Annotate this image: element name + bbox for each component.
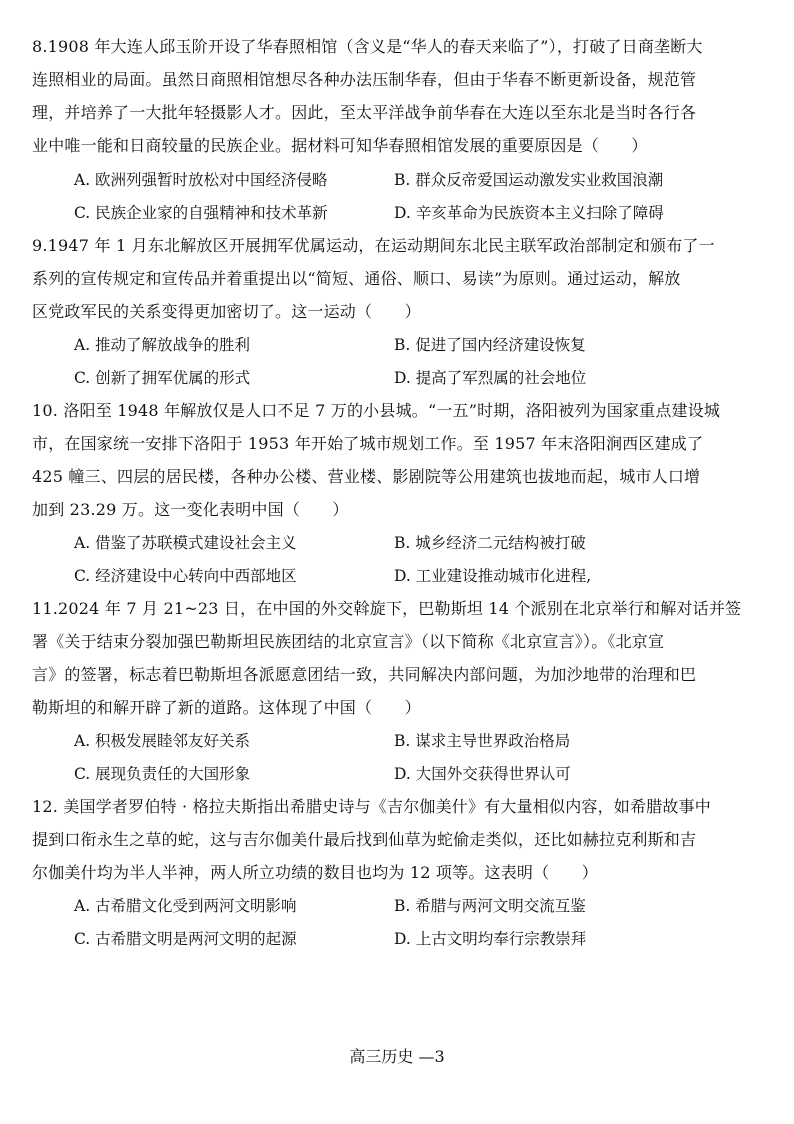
question-12-stem-line-3: 尔伽美什均为半人半神，两人所立功绩的数目也均为 12 项等。这表明（ ） bbox=[32, 863, 598, 882]
question-8-stem-line-1: 8.1908 年大连人邱玉阶开设了华春照相馆（含义是“华人的春天来临了”），打破了日商垄断大 bbox=[32, 37, 703, 56]
question-9-option-c: C. 创新了拥军优属的形式 bbox=[74, 369, 251, 387]
page-footer: 高三历史 —3 bbox=[349, 1047, 445, 1066]
question-8-option-a: A. 欧洲列强暂时放松对中国经济侵略 bbox=[74, 171, 328, 189]
question-9-option-b: B. 促进了国内经济建设恢复 bbox=[394, 336, 586, 354]
question-11-stem-line-1: 11.2024 年 7 月 21~23 日，在中国的外交斡旋下，巴勒斯坦 14 个派别在北京举行和解对话并签 bbox=[32, 599, 742, 618]
question-11-stem-line-3: 言》的签署，标志着巴勒斯坦各派愿意团结一致，共同解决内部问题，为加沙地带的治理和巴 bbox=[32, 665, 697, 684]
question-10-stem-line-1: 10. 洛阳至 1948 年解放仅是人口不足 7 万的小县城。“一五”时期，洛阳被列为国家重点建设城 bbox=[32, 401, 721, 420]
question-12-option-a: A. 古希腊文化受到两河文明影响 bbox=[74, 897, 297, 915]
question-10-stem-line-2: 市，在国家统一安排下洛阳于 1953 年开始了城市规划工作。至 1957 年末洛阳涧西区建成了 bbox=[32, 434, 704, 453]
question-10-option-b: B. 城乡经济二元结构被打破 bbox=[394, 534, 586, 552]
question-12-stem-line-1: 12. 美国学者罗伯特 · 格拉夫斯指出希腊史诗与《吉尔伽美什》有大量相似内容，如希腊故事中 bbox=[32, 797, 711, 816]
question-11-option-b: B. 谋求主导世界政治格局 bbox=[394, 732, 571, 750]
question-12-stem-line-2: 提到口衔永生之草的蛇，这与吉尔伽美什最后找到仙草为蛇偷走类似，还比如赫拉克利斯和吉 bbox=[32, 830, 697, 849]
question-11-stem-line-2: 署《关于结束分裂加强巴勒斯坦民族团结的北京宣言》（以下简称《北京宣言》）。《北京宣 bbox=[32, 632, 665, 651]
question-10-option-a: A. 借鉴了苏联模式建设社会主义 bbox=[74, 534, 297, 552]
question-11-option-d: D. 大国外交获得世界认可 bbox=[394, 765, 571, 783]
question-8-stem-line-2: 连照相业的局面。虽然日商照相馆想尽各种办法压制华春，但由于华春不断更新设备，规范管 bbox=[32, 70, 697, 89]
question-12-option-b: B. 希腊与两河文明交流互鉴 bbox=[394, 897, 586, 915]
question-8-stem-line-4: 业中唯一能和日商较量的民族企业。据材料可知华春照相馆发展的重要原因是（ ） bbox=[32, 136, 648, 155]
question-8-stem-line-3: 理，并培养了一大批年轻摄影人才。因此，至太平洋战争前华春在大连以至东北是当时各行各 bbox=[32, 103, 697, 122]
question-12-option-c: C. 古希腊文明是两河文明的起源 bbox=[74, 930, 297, 948]
question-9-option-d: D. 提高了军烈属的社会地位 bbox=[394, 369, 587, 387]
question-9-option-a: A. 推动了解放战争的胜利 bbox=[74, 336, 251, 354]
question-11-option-c: C. 展现负责任的大国形象 bbox=[74, 765, 251, 783]
question-9-stem-line-1: 9.1947 年 1 月东北解放区开展拥军优属运动，在运动期间东北民主联军政治部制定和颁布了一 bbox=[32, 236, 715, 255]
question-10-stem-line-4: 加到 23.29 万。这一变化表明中国（ ） bbox=[32, 500, 349, 519]
question-10-option-c: C. 经济建设中心转向中西部地区 bbox=[74, 567, 297, 585]
question-9-stem-line-3: 区党政军民的关系变得更加密切了。这一运动（ ） bbox=[32, 302, 421, 321]
question-10-stem-line-3: 425 幢三、四层的居民楼，各种办公楼、营业楼、影剧院等公用建筑也拔地而起，城市人口增 bbox=[32, 467, 701, 486]
question-11-stem-line-4: 勒斯坦的和解开辟了新的道路。这体现了中国（ ） bbox=[32, 698, 421, 717]
question-8-option-b: B. 群众反帝爱国运动激发实业救国浪潮 bbox=[394, 171, 664, 189]
question-10-option-d: D. 工业建设推动城市化进程, bbox=[394, 567, 592, 585]
question-8-option-d: D. 辛亥革命为民族资本主义扫除了障碍 bbox=[394, 204, 664, 222]
question-8-option-c: C. 民族企业家的自强精神和技术革新 bbox=[74, 204, 328, 222]
question-12-option-d: D. 上古文明均奉行宗教崇拜 bbox=[394, 930, 587, 948]
question-9-stem-line-2: 系列的宣传规定和宣传品并着重提出以“简短、通俗、顺口、易读”为原则。通过运动，解放 bbox=[32, 269, 681, 288]
question-11-option-a: A. 积极发展睦邻友好关系 bbox=[74, 732, 251, 750]
